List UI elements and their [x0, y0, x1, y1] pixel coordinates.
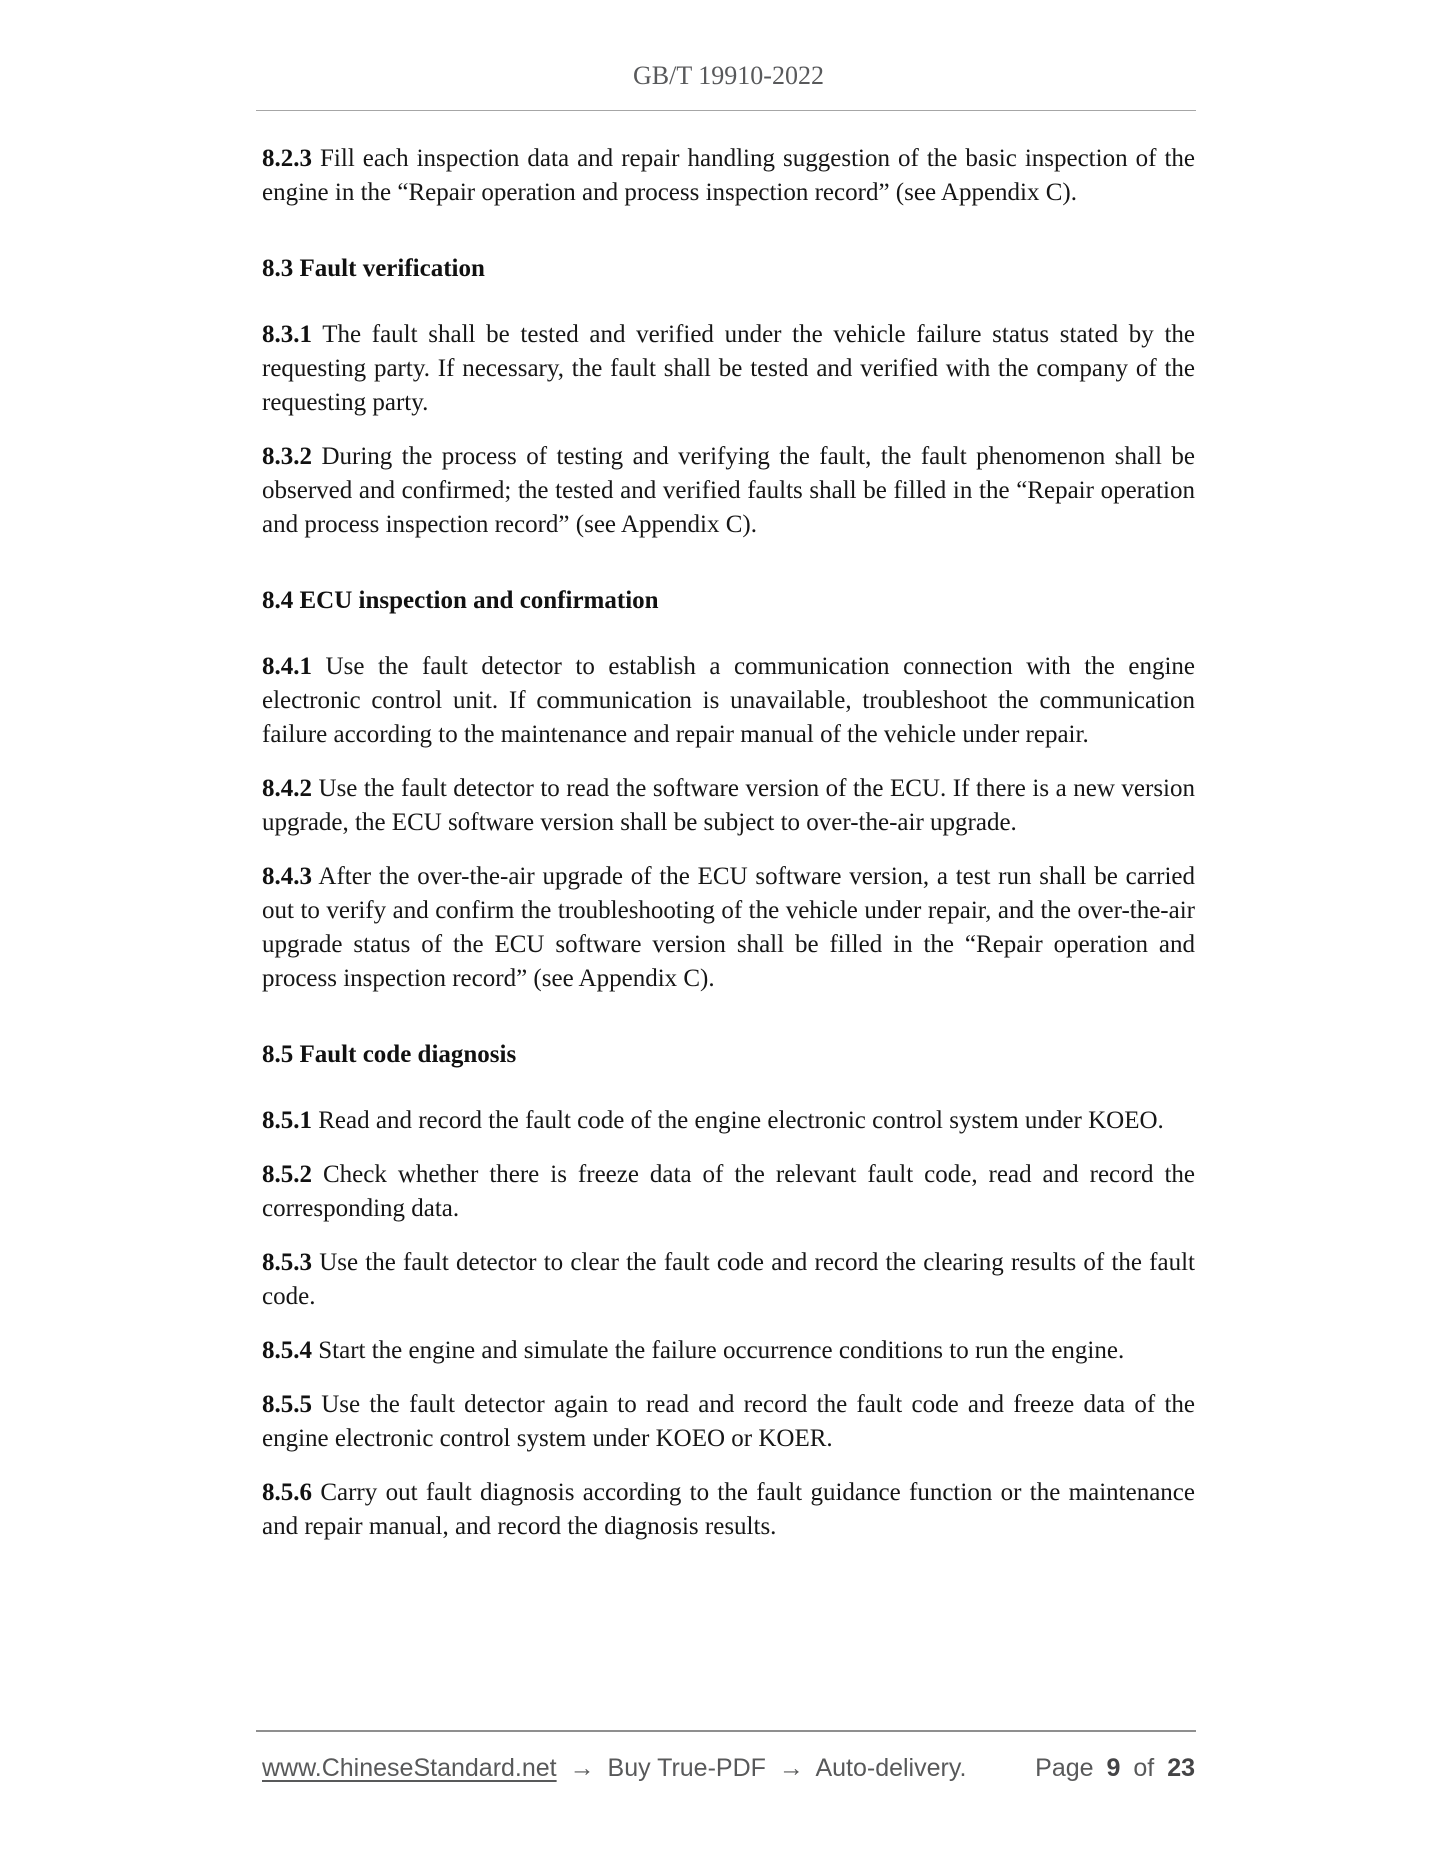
arrow-right-icon: → [778, 1754, 804, 1782]
clause-text: Carry out fault diagnosis according to the fault guidance function or the maintenance and repair manual, and record the diagnosis results. [262, 1479, 1195, 1540]
page-current-number: 9 [1106, 1754, 1121, 1782]
page-total-number: 23 [1167, 1754, 1195, 1782]
clause-8-5-6 [262, 1476, 1195, 1544]
clause-8-2-3 [262, 142, 1195, 210]
auto-delivery-label: Auto-delivery. [815, 1754, 967, 1782]
section-heading-8-4 [262, 584, 1195, 618]
clause-number: 8.3.2 [262, 443, 312, 470]
website-link[interactable]: www.ChineseStandard.net [262, 1754, 557, 1782]
heading-text: ECU inspection and confirmation [293, 587, 659, 614]
clause-8-5-5 [262, 1388, 1195, 1456]
heading-text: Fault code diagnosis [293, 1041, 517, 1068]
clause-number: 8.5.4 [262, 1337, 312, 1364]
clause-text: Check whether there is freeze data of the relevant fault code, read and record the corresponding data. [262, 1161, 1195, 1222]
clause-text: The fault shall be tested and verified under the vehicle failure status stated by the requesting party. If necessary, the fault shall be tested and verified with the company of the requesting party. [262, 321, 1195, 416]
heading-text: Fault verification [293, 255, 485, 282]
clause-number: 8.4.3 [262, 863, 312, 890]
clause-text: Use the fault detector to read the software version of the ECU. If there is a new version upgrade, the ECU software version shall be subject to over-the-air upgrade. [262, 775, 1195, 836]
clause-number: 8.3.1 [262, 321, 312, 348]
heading-number: 8.4 [262, 587, 294, 614]
buy-true-pdf-label: Buy True-PDF [607, 1754, 766, 1782]
clause-number: 8.5.5 [262, 1391, 312, 1418]
clause-text: Use the fault detector to clear the fault code and record the clearing results of the fault code. [262, 1249, 1195, 1310]
page-footer [262, 1752, 1195, 1784]
clause-text: During the process of testing and verifying the fault, the fault phenomenon shall be observed and confirmed; the tested and verified faults shall be filled in the “Repair operation and process inspection record” (see Appendix C). [262, 443, 1195, 538]
clause-text: Fill each inspection data and repair handling suggestion of the basic inspection of the engine in the “Repair operation and process inspection record” (see Appendix C). [262, 145, 1195, 206]
clause-8-3-1 [262, 318, 1195, 420]
clause-number: 8.5.3 [262, 1249, 312, 1276]
heading-number: 8.5 [262, 1041, 294, 1068]
header-divider [256, 110, 1196, 111]
clause-number: 8.5.1 [262, 1107, 312, 1134]
clause-8-4-1 [262, 650, 1195, 752]
clause-8-5-2 [262, 1158, 1195, 1226]
page-indicator [1029, 1752, 1195, 1784]
heading-number: 8.3 [262, 255, 294, 282]
clause-text: Use the fault detector to establish a communication connection with the engine electronic control unit. If communication is unavailable, troubleshoot the communication failure according to the maintenance and repair manual of the vehicle under repair. [262, 653, 1195, 748]
clause-text: After the over-the-air upgrade of the ECU software version, a test run shall be carried out to verify and confirm the troubleshooting of the vehicle under repair, and the over-the-air upgrade status of the ECU software version shall be filled in the “Repair operation and process inspection record” (see Appendix C). [262, 863, 1195, 992]
arrow-right-icon: → [569, 1754, 595, 1782]
section-heading-8-5 [262, 1038, 1195, 1072]
clause-8-4-2 [262, 772, 1195, 840]
clause-text: Start the engine and simulate the failure occurrence conditions to run the engine. [312, 1337, 1125, 1364]
clause-number: 8.5.2 [262, 1161, 312, 1188]
clause-8-5-1 [262, 1104, 1195, 1138]
page-label: Page [1035, 1754, 1094, 1782]
clause-text: Use the fault detector again to read and record the fault code and freeze data of the engine electronic control system under KOEO or KOER. [262, 1391, 1195, 1452]
clause-8-3-2 [262, 440, 1195, 542]
clause-number: 8.2.3 [262, 145, 312, 172]
clause-number: 8.5.6 [262, 1479, 312, 1506]
footer-source-line [262, 1752, 972, 1784]
clause-text: Read and record the fault code of the engine electronic control system under KOEO. [312, 1107, 1164, 1134]
clause-8-5-4 [262, 1334, 1195, 1368]
clause-8-4-3 [262, 860, 1195, 996]
page-header-standard-code: GB/T 19910-2022 [633, 61, 824, 90]
of-label: of [1133, 1754, 1155, 1782]
document-body [262, 128, 1195, 1564]
clause-number: 8.4.2 [262, 775, 312, 802]
clause-number: 8.4.1 [262, 653, 312, 680]
clause-8-5-3 [262, 1246, 1195, 1314]
footer-divider [256, 1730, 1196, 1732]
section-heading-8-3 [262, 252, 1195, 286]
